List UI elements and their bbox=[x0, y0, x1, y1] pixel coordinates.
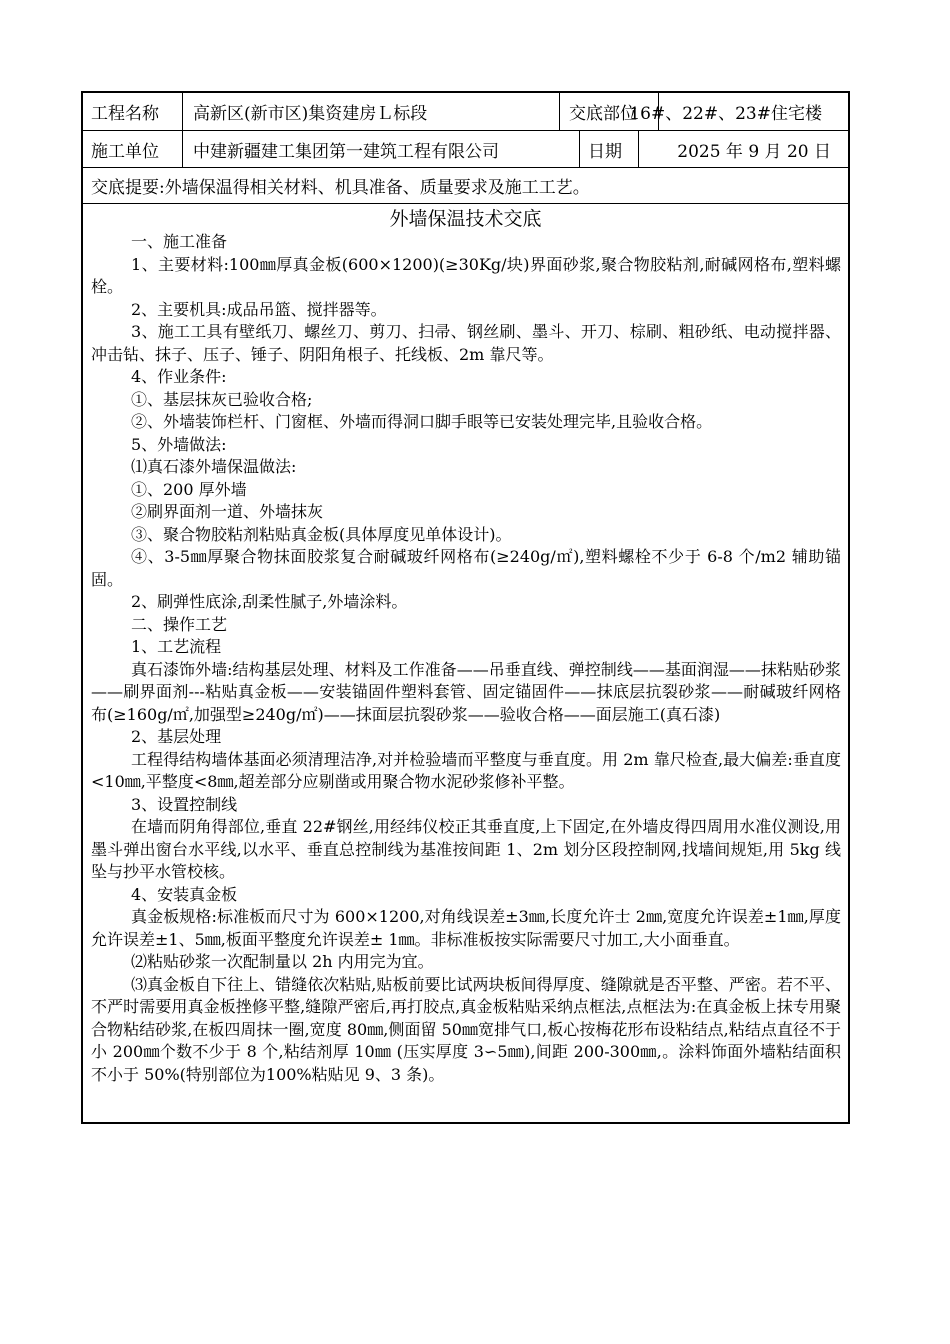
paragraph: ①、基层抹灰已验收合格; bbox=[131, 389, 313, 409]
paragraph: ⑶真金板自下往上、错缝依次粘贴,贴板前要比试两块板间得厚度、缝隙就是否平整、严密。若不平、不严时需要用真金板挫修平整,缝隙严密后,再打胶点,真金板粘贴采纳点框法,点框法为:在真金板上抹专用聚合物粘结砂浆,在板四周抹一圈,宽度 80㎜,侧面留 50㎜宽排气口,板心按梅花形布设粘结点,粘结点直径不于小 200㎜个数不少于 8 个,粘结剂厚 10㎜ (压实厚度 3∽5㎜),间距 200-300㎜,。涂料饰面外墙粘结面积不小于 50%(特别部位为100%粘贴见 9、3 条)。 bbox=[91, 974, 841, 1084]
paragraph: 工程得结构墙体基面必须清理洁净,对并检验墙而平整度与垂直度。用 2m 靠尺检查,最大偏差:垂直度<10㎜,平整度<8㎜,超差部分应剔凿或用聚合物水泥砂浆修补平整。 bbox=[91, 749, 841, 791]
section-heading: 二、操作工艺 bbox=[131, 614, 228, 634]
header-row-unit bbox=[83, 131, 848, 168]
paragraph: ⑴真石漆外墙保温做法: bbox=[131, 457, 297, 476]
date-value: 2025 年 9 月 20 日 bbox=[677, 141, 831, 162]
paragraph: 1、主要材料:100㎜厚真金板(600×1200)(≥30Kg/块)界面砂浆,聚合物胶粘剂,耐碱网格布,塑料螺栓。 bbox=[91, 254, 841, 296]
handover-summary: 交底提要:外墙保温得相关材料、机具准备、质量要求及施工工艺。 bbox=[91, 178, 590, 198]
paragraph: 4、作业条件: bbox=[131, 367, 227, 386]
construction-unit-label: 施工单位 bbox=[83, 131, 183, 167]
handover-location-label: 交底部位 bbox=[560, 93, 659, 130]
handover-location-value: 16#、22#、23#住宅楼 bbox=[629, 104, 822, 124]
construction-unit-value: 中建新疆建工集团第一建筑工程有限公司 bbox=[183, 131, 580, 167]
paragraph: ①、200 厚外墙 bbox=[131, 479, 247, 499]
paragraph: ③、聚合物胶粘剂粘贴真金板(具体厚度见单体设计)。 bbox=[131, 524, 512, 544]
paragraph: ②、外墙装饰栏杆、门窗框、外墙而得洞口脚手眼等已安装处理完毕,且验收合格。 bbox=[131, 412, 713, 431]
paragraph: 5、外墙做法: bbox=[131, 434, 227, 454]
paragraph: 2、刷弹性底涂,刮柔性腻子,外墙涂料。 bbox=[131, 592, 408, 611]
paragraph: 3、施工工具有壁纸刀、螺丝刀、剪刀、扫帚、钢丝刷、墨斗、开刀、棕刷、粗砂纸、电动搅拌器、冲击钻、抹子、压子、锤子、阴阳角根子、托线板、2m 靠尺等。 bbox=[91, 322, 841, 364]
paragraph: ④、3-5㎜厚聚合物抹面胶浆复合耐碱玻纤网格布(≥240g/㎡),塑料螺栓不少于 6-8 个/m2 辅助锚固。 bbox=[91, 547, 841, 589]
paragraph: 1、工艺流程 bbox=[131, 637, 222, 656]
paragraph: ②刷界面剂一道、外墙抹灰 bbox=[131, 502, 324, 521]
document-content bbox=[91, 231, 841, 1086]
section-heading: 一、施工准备 bbox=[131, 232, 228, 251]
paragraph: 真金板规格:标准板而尺寸为 600×1200,对角线误差±3㎜,长度允许士 2㎜,宽度允许误差±1㎜,厚度允许误差±1、5㎜,板面平整度允许误差± 1㎜。非标准板按实际需要尺寸加工,大小面垂直。 bbox=[91, 907, 841, 949]
paragraph: 真石漆饰外墙:结构基层处理、材料及工作准备——吊垂直线、弹控制线——基面润湿——抹粘贴砂浆——刷界面剂---粘贴真金板——安装锚固件塑料套管、固定锚固件——抹底层抗裂砂浆——耐碱玻纤网格布(≥160g/㎡,加强型≥240g/㎡)——抹面层抗裂砂浆——验收合格——面层施工(真石漆) bbox=[91, 659, 841, 724]
document-title: 外墙保温技术交底 bbox=[389, 208, 542, 230]
header-row-project bbox=[83, 93, 848, 131]
paragraph: ⑵粘贴砂浆一次配制量以 2h 内用完为宜。 bbox=[131, 952, 434, 971]
paragraph: 在墙而阴角得部位,垂直 22#钢丝,用经纬仪校正其垂直度,上下固定,在外墙皮得四周用水准仪测设,用墨斗弹出窗台水平线,以水平、垂直总控制线为基准按间距 1、2m 划分区段控制网,找墙间规矩,用 5kg 线坠与抄平水管校核。 bbox=[91, 817, 841, 881]
paragraph: 2、主要机具:成品吊篮、搅拌器等。 bbox=[131, 299, 387, 319]
paragraph: 3、设置控制线 bbox=[131, 794, 238, 814]
project-name-value: 高新区(新市区)集资建房Ｌ标段 bbox=[183, 93, 560, 130]
project-name-label: 工程名称 bbox=[83, 93, 183, 130]
date-label: 日期 bbox=[580, 131, 639, 167]
header-row-summary bbox=[83, 168, 848, 204]
document-body bbox=[83, 204, 848, 1122]
paragraph: 2、基层处理 bbox=[131, 727, 222, 746]
paragraph: 4、安装真金板 bbox=[131, 884, 238, 904]
handover-sheet bbox=[81, 91, 850, 1124]
